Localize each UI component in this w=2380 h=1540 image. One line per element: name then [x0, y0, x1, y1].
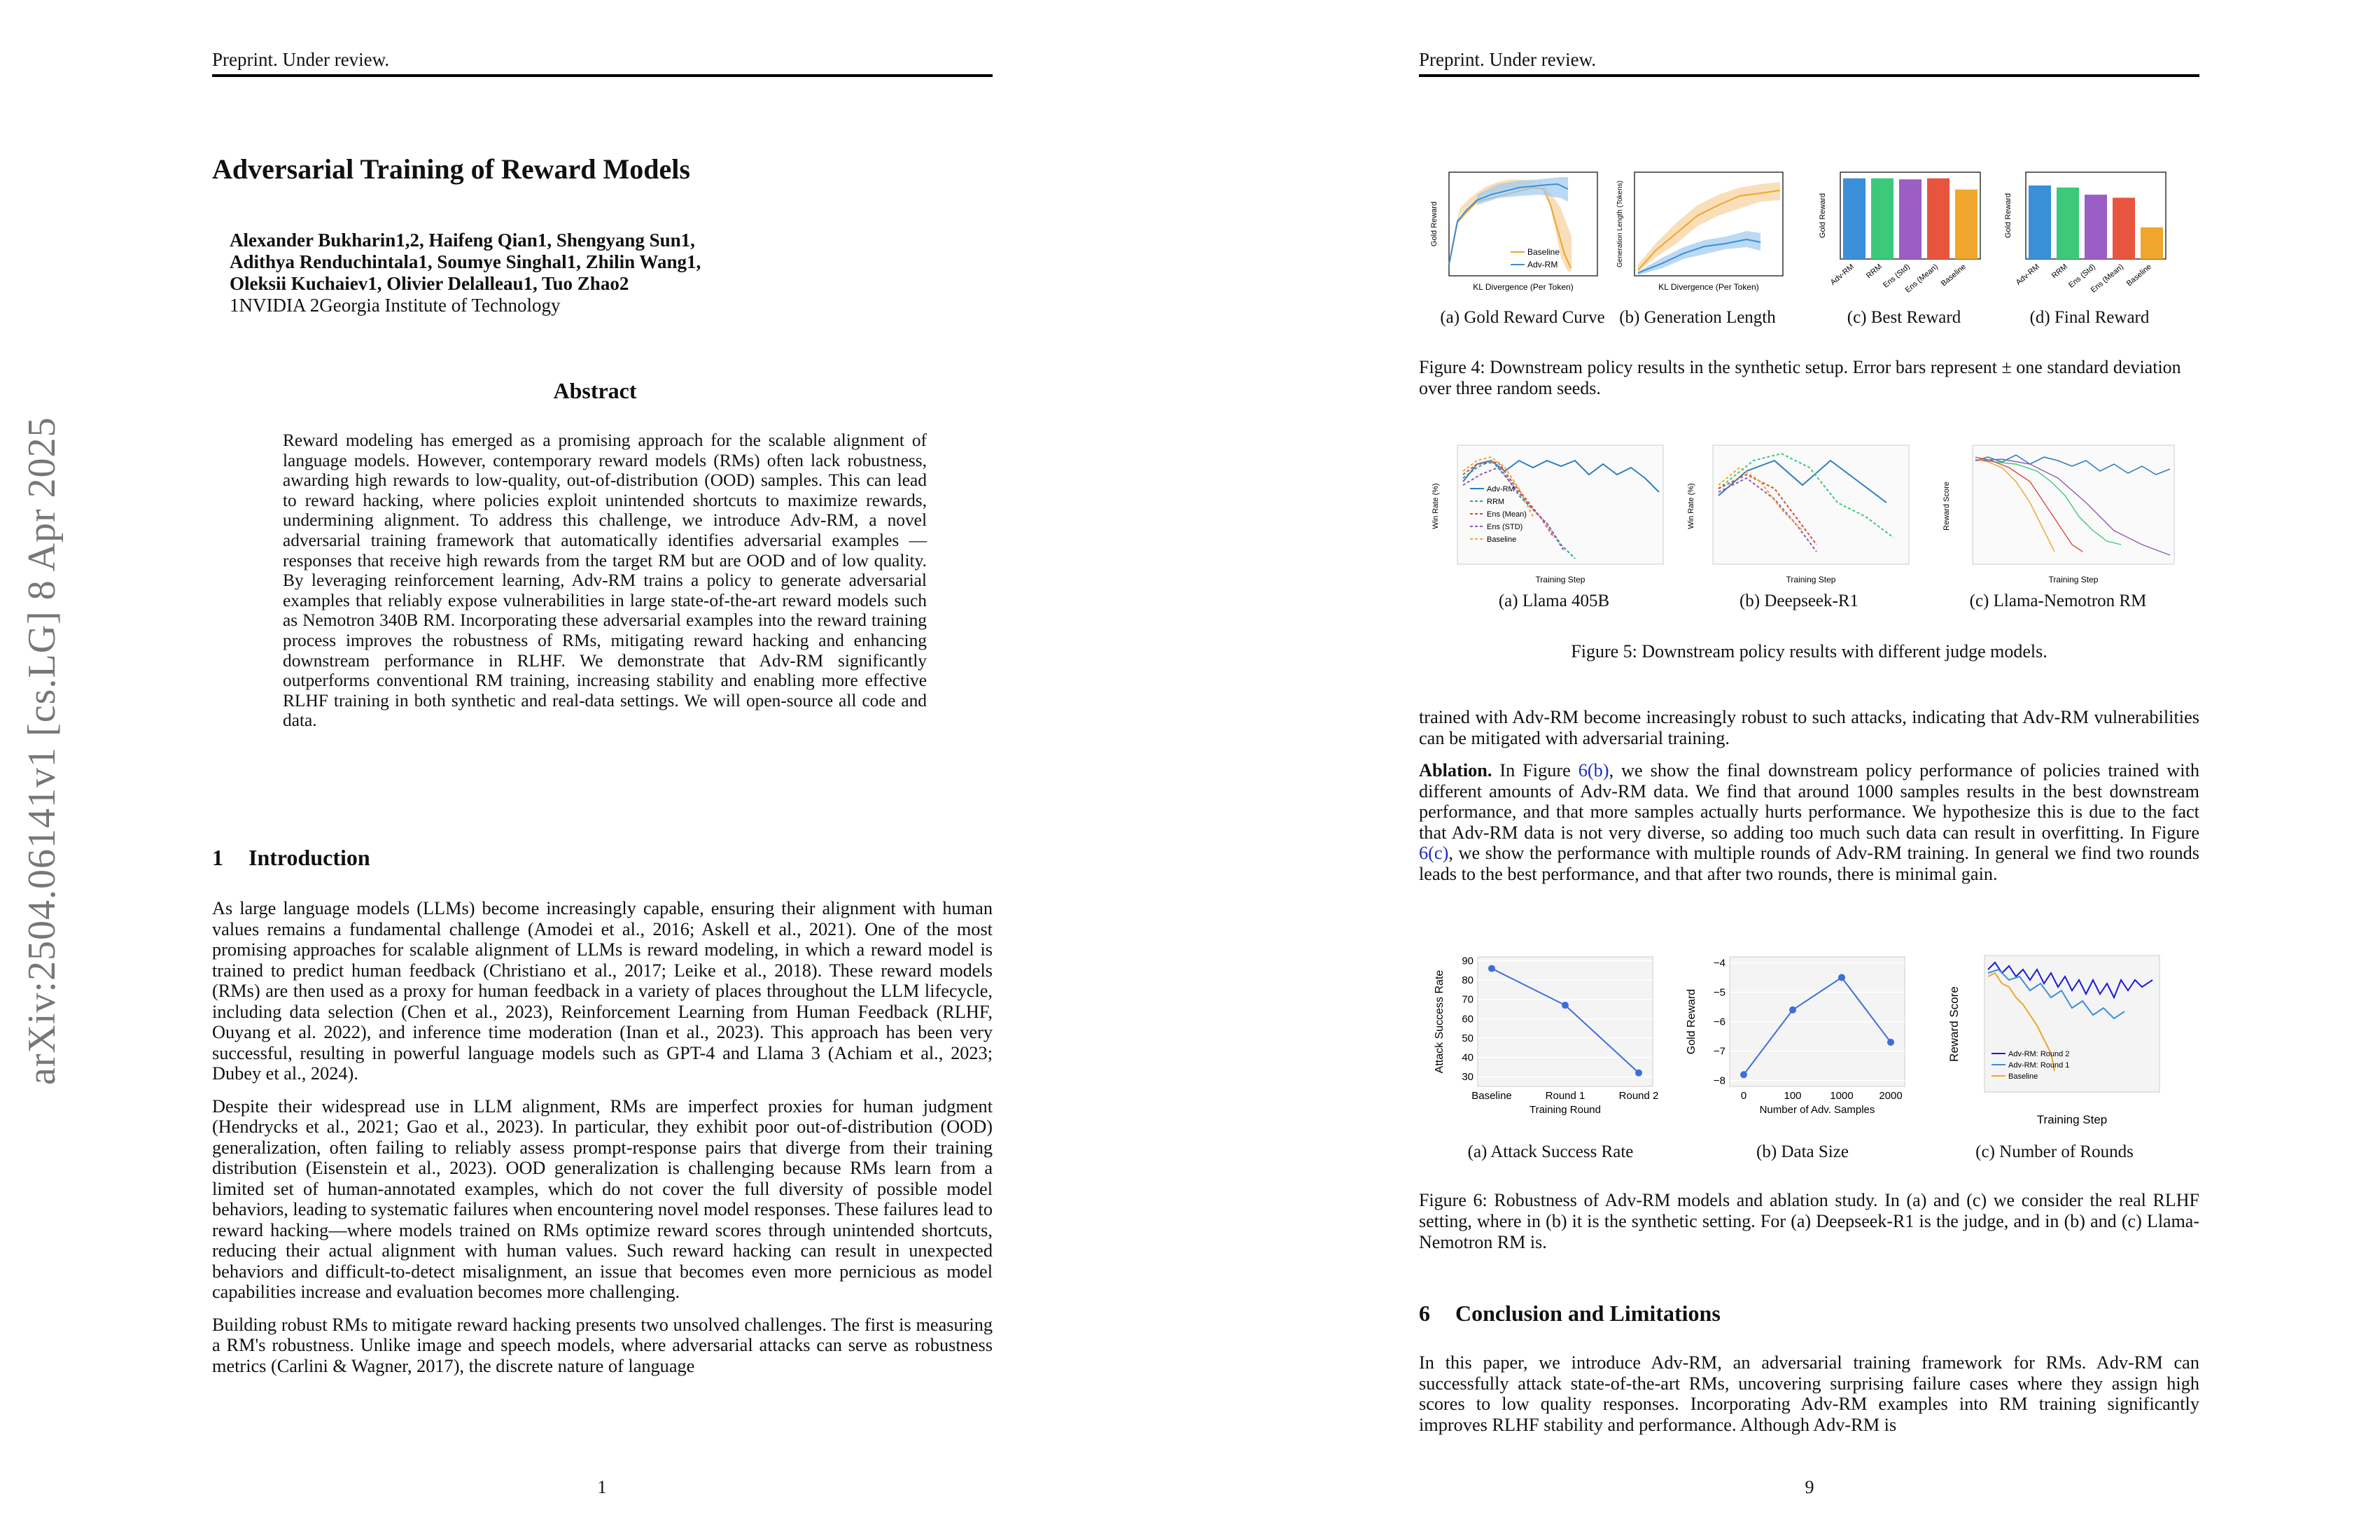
fig4-caption: Figure 4: Downstream policy results in the synthetic setup. Error bars represent ± one standard deviation over three random seeds. [1419, 357, 2181, 398]
author-list [230, 230, 701, 316]
paragraph: trained with Adv-RM become increasingly robust to such attacks, indicating that Adv-RM vulnerabilities can be mitigated with adversarial training. [1419, 707, 2199, 748]
section-number: 1 [212, 845, 223, 870]
fig5-caption: Figure 5: Downstream policy results with different judge models. [1571, 641, 2047, 662]
abstract-heading: Abstract [553, 378, 637, 403]
tick-label: Ens (Std) [2067, 262, 2097, 290]
bar [1899, 179, 1921, 259]
ablation-paragraph [1419, 760, 2199, 884]
tick-label: −8 [1713, 1074, 1726, 1087]
x-axis-label: Training Step [1535, 575, 1586, 584]
legend-advrm: Adv-RM [1527, 260, 1558, 270]
bar [2085, 195, 2107, 259]
x-axis-label: Training Step [2036, 1113, 2108, 1126]
text-span: In Figure [1499, 760, 1578, 780]
tick-label: Baseline [1471, 1090, 1512, 1102]
x-axis-label: KL Divergence (Per Token) [1473, 282, 1574, 292]
tick-label: Ens (Mean) [1903, 262, 1940, 295]
tick-label: Adv-RM [2014, 262, 2041, 287]
y-axis-label: Win Rate (%) [1687, 483, 1695, 529]
paragraph: As large language models (LLMs) become increasingly capable, ensuring their alignment with human values remains a fundamental challenge (Amodei et al., 2016; Askell et al., 2021). One of the most promising approaches for scalable alignment of LLMs is reward modeling, in which a reward model is trained to predict human feedback (Christiano et al., 2017; Leike et al., 2018). These reward models (RMs) are then used as a proxy for human feedback in a variety of places throughout the LLM lifecycle, including data selection (Chen et al., 2023), Reinforcement Learning from Human Feedback (RLHF, Ouyang et al. 2022), and inference time moderation (Inan et al., 2023). This approach has been very successful, resulting in powerful language models such as GPT-4 and Llama 3 (Achiam et al., 2023; Dubey et al., 2024). [212, 898, 993, 1084]
page-number: 1 [597, 1477, 607, 1497]
y-axis-label: Gold Reward [1430, 201, 1438, 247]
tick-label: 2000 [1879, 1090, 1903, 1102]
tick-label: 50 [1462, 1032, 1474, 1044]
author-line-3: Oleksii Kuchaiev1, Olivier Delalleau1, Tuo Zhao2 [230, 273, 629, 294]
tick-label: Ens (Mean) [2089, 262, 2125, 295]
fig6-subcaption-a: (a) Attack Success Rate [1467, 1142, 1634, 1161]
tick-label: 0 [1740, 1090, 1747, 1102]
bar [2029, 186, 2051, 259]
legend-ens-mean: Ens (Mean) [1487, 510, 1527, 519]
tick-label: 90 [1462, 955, 1474, 967]
ablation-label: Ablation. [1419, 760, 1492, 780]
legend-rrm: RRM [1487, 498, 1505, 506]
data-point [1635, 1070, 1642, 1077]
intro-body [212, 898, 993, 1388]
fig4-subcaption-d: (d) Final Reward [2029, 308, 2150, 327]
section-title: Introduction [248, 845, 370, 870]
paragraph: Despite their widespread use in LLM alignment, RMs are imperfect proxies for human judgment (Hendrycks et al., 2021; Gao et al., 2023). In particular, they exhibit poor out-of-distribution (OOD) generalization, often failing to reliably assess prompt-response pairs that diverge from their training distribution (Eisenstein et al., 2023). OOD generalization is challenging because RMs learn from a limited set of human-annotated examples, which do not cover the full diversity of possible model behaviors, leading to systematic failures when encountering novel model responses. These failures lead to reward hacking—where models trained on RMs optimize reward scores through unintended shortcuts, reducing their actual alignment with human values. Such reward hacking can result in unexpected behaviors and difficult-to-detect misalignment, an issue that becomes even more pernicious as model capabilities increase and evaluation becomes more challenging. [212, 1096, 993, 1302]
figure-link[interactable]: 6(b) [1578, 760, 1609, 780]
data-point [1562, 1002, 1569, 1009]
fig4-subcaption-a: (a) Gold Reward Curve [1440, 308, 1605, 327]
fig4-panel-b [1614, 167, 1788, 296]
legend-advrm: Adv-RM [1487, 485, 1515, 493]
y-axis-label: Generation Length (Tokens) [1616, 181, 1624, 267]
bar [1843, 178, 1865, 259]
text-span: , we show the performance with multiple rounds of Adv-RM training. In general we find two rounds leads to the best performance, and that after two rounds, there is minimal gain. [1419, 843, 2199, 884]
x-axis-label: Training Step [1786, 575, 1836, 584]
tick-label: Baseline [2124, 262, 2153, 288]
data-point [1740, 1071, 1747, 1078]
fig6-subcaption-b: (b) Data Size [1756, 1142, 1849, 1161]
tick-label: RRM [1865, 262, 1884, 281]
abstract-text: Reward modeling has emerged as a promising approach for the scalable alignment of language models. However, contemporary reward models (RMs) often lack robustness, awarding high rewards to low-quality, out-of-distribution (OOD) samples. This can lead to reward hacking, where policies exploit unintended shortcuts to maximize rewards, undermining alignment. To address this challenge, we introduce Adv-RM, a novel adversarial training framework that automatically identifies adversarial examples — responses that receive high rewards from the target RM but are OOD and of low quality. By leveraging reinforcement learning, Adv-RM trains a policy to generate adversarial examples that reliably expose vulnerabilities in large state-of-the-art reward models such as Nemotron 340B RM. Incorporating these adversarial examples into the reward training process improves the robustness of RMs, mitigating reward hacking and enhancing downstream performance in RLHF. We demonstrate that Adv-RM significantly outperforms conventional RM training, increasing stability and enabling more effective RLHF training in both synthetic and real-data settings. We will open-source all code and data. [283, 430, 927, 731]
fig5-panel-c [1939, 440, 2180, 590]
fig6-subcaption-c: (c) Number of Rounds [1975, 1142, 2134, 1161]
tick-label: −7 [1713, 1045, 1726, 1058]
affiliations: 1NVIDIA 2Georgia Institute of Technology [230, 295, 561, 316]
legend-baseline: Baseline [1487, 536, 1517, 544]
author-line-1: Alexander Bukharin1,2, Haifeng Qian1, Shengyang Sun1, [230, 230, 695, 251]
data-point [1838, 974, 1845, 981]
running-header: Preprint. Under review. [212, 49, 390, 70]
data-point [1887, 1039, 1894, 1046]
tick-label: Baseline [1939, 262, 1968, 288]
tick-label: Round 2 [1618, 1090, 1659, 1102]
page-9 [1190, 0, 2380, 1540]
bar [2057, 188, 2079, 259]
x-axis-label: KL Divergence (Per Token) [1658, 282, 1759, 292]
fig4-panel-a [1428, 167, 1603, 296]
bar [1871, 178, 1893, 259]
section-number: 6 [1419, 1301, 1430, 1326]
figure-link[interactable]: 6(c) [1419, 843, 1449, 863]
paragraph: In this paper, we introduce Adv-RM, an adversarial training framework for RMs. Adv-RM can successfully attack state-of-the-art RMs, uncovering surprising failure cases where they assign high scores to low quality responses. Incorporating Adv-RM examples into RM training significantly improves RLHF stability and performance. Although Adv-RM is [1419, 1352, 2199, 1435]
bar [2113, 197, 2135, 259]
page-number: 9 [1805, 1477, 1814, 1497]
fig5-panel-a [1428, 440, 1670, 590]
tick-label: 40 [1462, 1051, 1474, 1064]
legend-baseline: Baseline [1527, 247, 1560, 257]
header-rule [1419, 74, 2199, 77]
fig4-subcaption-c: (c) Best Reward [1847, 308, 1961, 327]
bar [1955, 190, 1977, 259]
fig6-panel-a-chart [1432, 948, 1670, 1130]
fig4-subcaption-b: (b) Generation Length [1619, 308, 1776, 327]
right-body [1419, 707, 2199, 896]
y-axis-label: Reward Score [1942, 482, 1951, 531]
paper-title: Adversarial Training of Reward Models [212, 153, 690, 185]
legend-round1: Adv-RM: Round 1 [2008, 1061, 2070, 1070]
tick-label: Adv-RM [1828, 262, 1856, 287]
tick-label: Ens (Std) [1882, 262, 1912, 290]
x-axis-label: Training Step [2048, 575, 2099, 584]
tick-label: −4 [1713, 957, 1726, 969]
header-rule [212, 74, 993, 77]
legend-ens-std: Ens (STD) [1487, 523, 1523, 531]
fig5-subcaption-b: (b) Deepseek-R1 [1739, 592, 1859, 610]
fig4-panel-d-chart [2002, 167, 2174, 307]
tick-label: 1000 [1830, 1090, 1854, 1102]
fig6-panel-b-chart [1684, 948, 1921, 1130]
tick-label: 30 [1462, 1071, 1474, 1084]
y-axis-label: Attack Success Rate [1434, 969, 1446, 1074]
conclusion-body [1419, 1352, 2199, 1447]
fig5-subcaption-c: (c) Llama-Nemotron RM [1969, 592, 2147, 610]
section-heading [1419, 1301, 1721, 1326]
fig6-panel-c [1942, 948, 2166, 1134]
x-axis-label: Training Round [1529, 1104, 1602, 1116]
tick-label: RRM [2050, 262, 2069, 281]
tick-label: 60 [1462, 1013, 1474, 1026]
y-axis-label: Gold Reward [2004, 192, 2012, 239]
y-axis-label: Gold Reward [1819, 192, 1827, 239]
legend-round2: Adv-RM: Round 2 [2008, 1050, 2070, 1058]
tick-label: 80 [1462, 974, 1474, 987]
plot-area [1478, 957, 1653, 1086]
arxiv-stamp: arXiv:2504.06141v1 [cs.LG] 8 Apr 2025 [20, 416, 64, 1085]
bar [1927, 178, 1949, 259]
y-axis-label: Reward Score [1947, 986, 1961, 1062]
x-axis-label: Number of Adv. Samples [1759, 1104, 1875, 1116]
author-line-2: Adithya Renduchintala1, Soumye Singhal1, Zhilin Wang1, [230, 251, 701, 272]
text-span: , we show the final downstream policy performance of policies trained with different amounts of Adv-RM data. We find that around 1000 samples results in the best downstream performance, and that more samples actually hurts performance. We hypothesize this is due to the fact that Adv-RM data is not very diverse, so adding too much such data can result in overfitting. In Figure [1419, 760, 2200, 843]
section-heading [212, 845, 370, 871]
y-axis-label: Gold Reward [1686, 988, 1698, 1055]
data-point [1789, 1007, 1796, 1014]
y-axis-label: Win Rate (%) [1432, 483, 1440, 529]
legend-baseline: Baseline [2008, 1072, 2038, 1081]
fig5-panel-b [1684, 440, 1914, 590]
fig4-panel-c-chart [1816, 167, 1988, 307]
data-point [1488, 965, 1495, 972]
running-header: Preprint. Under review. [1419, 49, 1597, 70]
fig5-subcaption-a: (a) Llama 405B [1498, 592, 1610, 610]
section-title: Conclusion and Limitations [1455, 1301, 1721, 1326]
tick-label: Round 1 [1545, 1090, 1586, 1102]
fig6-caption: Figure 6: Robustness of Adv-RM models and ablation study. In (a) and (c) we consider the real RLHF setting, where in (b) it is the synthetic setting. For (a) Deepseek-R1 is the judge, and in (b) and (c) Llama-Nemotron RM is. [1419, 1190, 2199, 1252]
tick-label: −5 [1713, 986, 1726, 999]
tick-label: −6 [1713, 1016, 1726, 1028]
tick-label: 70 [1462, 993, 1474, 1006]
paragraph: Building robust RMs to mitigate reward hacking presents two unsolved challenges. The first is measuring a RM's robustness. Unlike image and speech models, where adversarial attacks can serve as robustness metrics (Carlini & Wagner, 2017), the discrete nature of language [212, 1314, 993, 1376]
bar [2141, 227, 2163, 259]
tick-label: 100 [1784, 1090, 1802, 1102]
